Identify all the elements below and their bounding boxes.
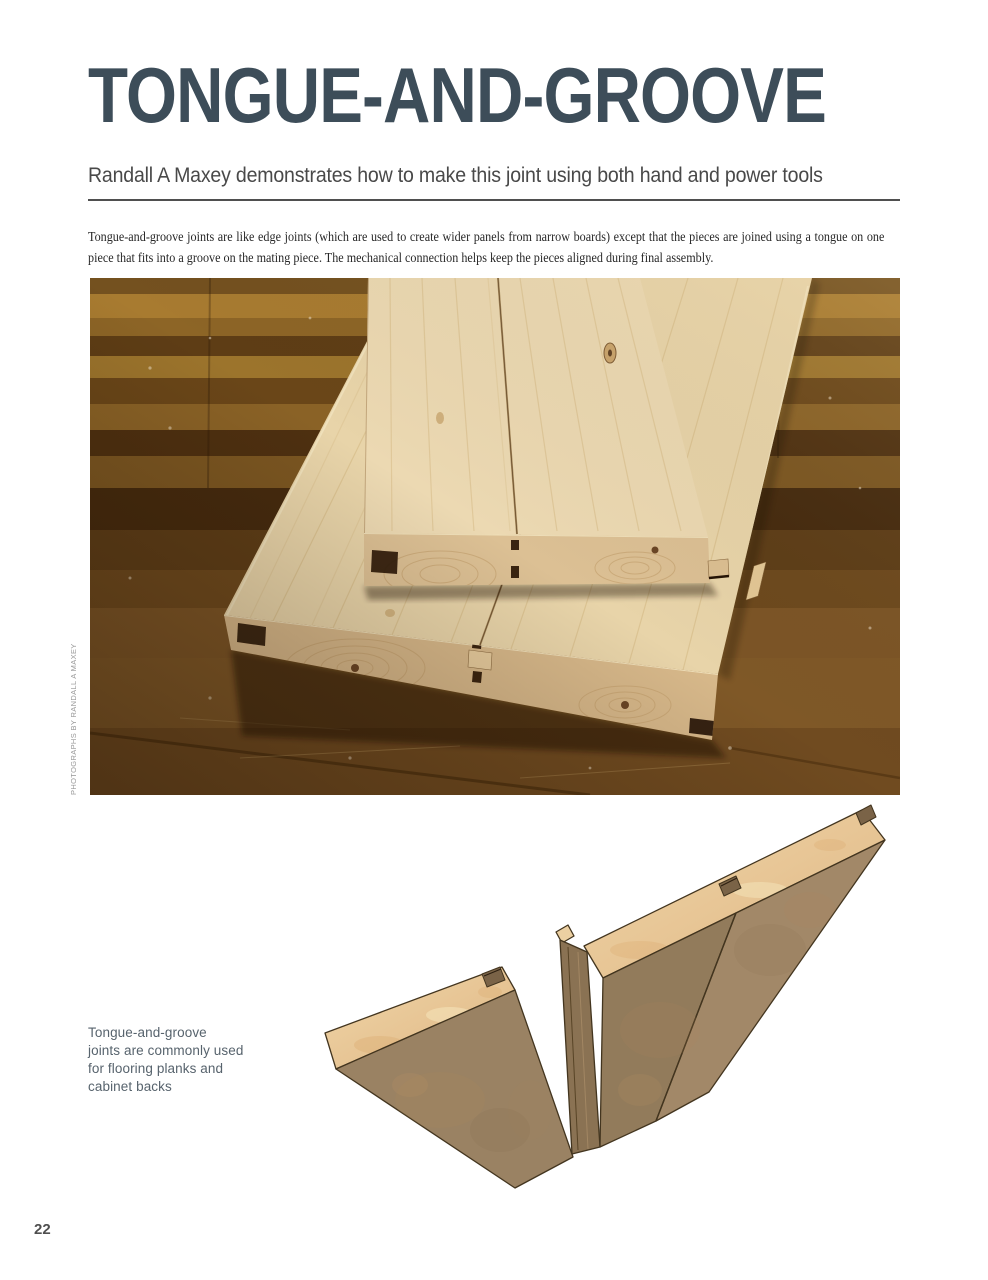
tongue-profile bbox=[556, 925, 574, 943]
article-title: TONGUE-AND-GROOVE bbox=[88, 51, 827, 139]
divider-rule bbox=[88, 199, 900, 201]
tongued-board-pair bbox=[556, 805, 885, 1154]
photo-credit: PHOTOGRAPHS BY RANDALL A MAXEY bbox=[69, 643, 78, 795]
caption-line: cabinet backs bbox=[88, 1079, 172, 1094]
joint-illustration-drawing bbox=[300, 800, 920, 1200]
photo-vignette bbox=[90, 278, 900, 795]
grooved-board bbox=[325, 967, 573, 1188]
illustration-caption bbox=[88, 1024, 268, 1096]
lead-photo bbox=[90, 278, 900, 795]
standfirst: Randall A Maxey demonstrates how to make this joint using both hand and power tools bbox=[88, 164, 823, 187]
board-side-edge bbox=[560, 940, 600, 1154]
page-number: 22 bbox=[34, 1221, 51, 1238]
intro-paragraph: Tongue-and-groove joints are like edge joints (which are used to create wider panels from narrow boards) except that the pieces are joined using a tongue on one piece that fits into a groove on the mating piece. The mechanical connection helps keep the pieces aligned during final assembly. bbox=[88, 229, 885, 265]
caption-line: joints are commonly used bbox=[88, 1043, 244, 1058]
caption-line: Tongue-and-groove bbox=[88, 1025, 207, 1040]
caption-line: for flooring planks and bbox=[88, 1061, 224, 1076]
lead-photo-drawing bbox=[90, 278, 900, 795]
joint-illustration bbox=[300, 800, 920, 1200]
